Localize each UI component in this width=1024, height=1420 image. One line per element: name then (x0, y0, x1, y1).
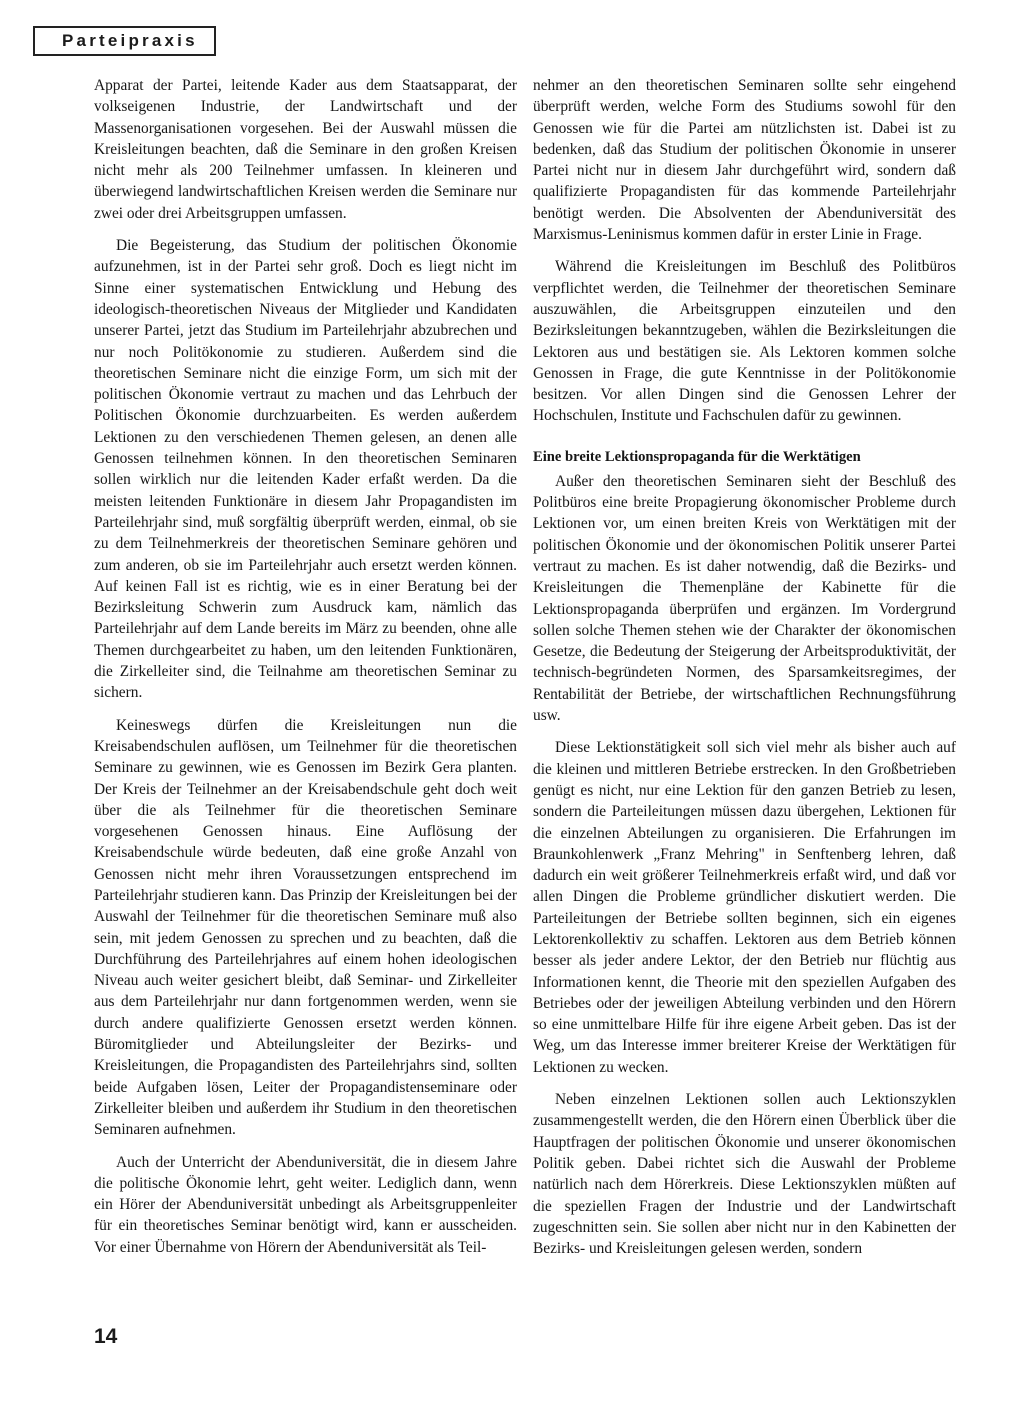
right-column (533, 75, 956, 1259)
section-header-box (33, 26, 216, 56)
page-number: 14 (94, 1325, 118, 1348)
section-label: Parteipraxis (62, 31, 198, 50)
paragraph: Außer den theoretischen Seminaren sieht der Beschluß des Politbüros eine breite Propagierung ökonomischer Probleme durch Lektionen vor, um einen breiten Kreis von Werktätigen mit der politischen Ökonomie und der ökonomischen Politik unserer Partei vertraut zu machen. Es ist daher notwendig, daß die Bezirks- und Kreisleitungen die Themenpläne der Kabinette für die Lektionspropaganda überprüfen und ergänzen. Im Vordergrund sollen solche Themen stehen wie der Charakter der ökonomischen Gesetze, die Bedeutung der Steigerung der Arbeitsproduktivität, der technisch-begründeten Normen, des Sparsamkeitsregimes, der Rentabilität der Betriebe, der wirtschaftlichen Rechnungsführung usw. (533, 472, 956, 725)
paragraph: Apparat der Partei, leitende Kader aus dem Staatsapparat, der volkseigenen Industrie, der Landwirtschaft und der Massenorganisationen vorgesehen. Bei der Auswahl müssen die Kreisleitungen beachten, daß die Seminare in den großen Kreisen nicht mehr als 200 Teilnehmer umfassen. In kleineren und überwiegend landwirtschaftlichen Kreisen werden die Seminare nur zwei oder drei Arbeitsgruppen umfassen. (94, 77, 517, 222)
paragraph: Während die Kreisleitungen im Beschluß des Politbüros verpflichtet werden, die Teilnehmer der theoretischen Seminare auszuwählen, die Arbeitsgruppen einzuteilen und den Bezirksleitungen bekanntzugeben, wählen die Bezirksleitungen die Lektoren aus und bestätigen sie. Als Lektoren kommen solche Genossen in Frage, die gute Kenntnisse in der Politökonomie besitzen. Vor allen Dingen sind die Genossen Lehrer der Hochschulen, Institute und Fachschulen dafür zu gewinnen. (533, 258, 956, 425)
paragraph: nehmer an den theoretischen Seminaren sollte sehr eingehend überprüft werden, welche Form des Studiums sowohl für den Genossen wie für die Partei am nützlichsten ist. Dabei ist zu bedenken, daß das Studium der politischen Ökonomie in unserer Partei nicht nur in diesem Jahr durchgeführt wird, sondern daß qualifizierte Propagandisten für das kommende Parteilehrjahr benötigt werden. Die Absolventen der Abenduniversität des Marxismus-Leninismus kommen dafür in erster Linie in Frage. (533, 77, 956, 244)
paragraph: Diese Lektionstätigkeit soll sich viel mehr als bisher auch auf die kleinen und mittleren Betriebe erstrecken. In den Großbetrieben genügt es nicht, nur eine Lektion für den ganzen Betrieb zu lesen, sondern die Parteileitungen müssen dazu übergehen, Lektionen für die einzelnen Abteilungen zu organisieren. Die Erfahrungen im Braunkohlenwerk „Franz Mehring" in Senftenberg lehren, daß dadurch ein weit größerer Teilnehmerkreis erfaßt wird, und daß vor allen Dingen die Probleme gründlicher diskutiert werden. Die Parteileitungen der Betriebe sollten beginnen, sich ein eigenes Lektorenkollektiv zu schaffen. Lektoren aus dem Betrieb können besser als jeder andere Lektor, der den Betrieb nur flüchtig aus Informationen kennt, die Theorie mit den speziellen Aufgaben des Betriebes oder der jeweiligen Abteilung verbinden und den Hörern so eine unmittelbare Hilfe für ihre eigene Arbeit geben. Das ist der Weg, um das Interesse immer breiterer Kreise der Werktätigen für Lektionen zu wecken. (533, 739, 956, 1076)
paragraph: Neben einzelnen Lektionen sollen auch Lektionszyklen zusammengestellt werden, die den Hörern einen Überblick über die Hauptfragen der politischen Ökonomie und unserer ökonomischen Politik geben. Dabei richtet sich die Auswahl der Probleme natürlich nach dem Hörerkreis. Diese Lektionszyklen müßten auf die speziellen Fragen der Industrie und der Landwirtschaft zugeschnitten sein. Sie sollen aber nicht nur in den Kabinetten der Bezirks- und Kreisleitungen gelesen werden, sondern (533, 1091, 956, 1258)
section-heading: Eine breite Lektionspropaganda für die Werktätigen (533, 448, 861, 465)
left-column (94, 75, 517, 1258)
paragraph: Auch der Unterricht der Abenduniversität, die in diesem Jahre die politische Ökonomie lehrt, geht weiter. Lediglich dann, wenn ein Hörer der Abenduniversität unbedingt als Arbeitsgruppenleiter für ein theoretisches Seminar benötigt wird, kann er ausscheiden. Vor einer Übernahme von Hörern der Abenduniversität als Teil- (94, 1153, 517, 1256)
paragraph: Die Begeisterung, das Studium der politischen Ökonomie aufzunehmen, ist in der Partei sehr groß. Doch es liegt nicht im Sinne einer systematischen Entwicklung und Hebung des ideologisch-theoretischen Niveaus der Mitglieder und Kandidaten unserer Partei, jetzt das Studium im Parteilehrjahr abzubrechen und nur noch Politökonomie zu studieren. Außerdem sind die theoretischen Seminare nicht die einzige Form, um sich mit der politischen Ökonomie vertraut zu machen und das Lehrbuch der Politischen Ökonomie durchzuarbeiten. Es werden außerdem Lektionen zu den verschiedenen Themen gelesen, an denen alle Genossen teilnehmen können. In den theoretischen Seminaren sollen wirklich nur die leitenden Kader erfaßt werden. Da die meisten leitenden Funktionäre in diesem Jahr Propagandisten im Parteilehrjahr sind, muß sorgfältig überprüft werden, einmal, ob sie zu dem Teilnehmerkreis der theoretischen Seminare gehören und zum anderen, ob sie im Parteilehrjahr auch ersetzt werden können. Auf keinen Fall ist es richtig, wie es in einer Beratung bei der Bezirksleitung Schwerin zum Ausdruck kam, nämlich das Parteilehrjahr auf dem Lande bereits im März zu beenden, ohne alle Themen durchgearbeitet zu haben, um den leitenden Funktionären, die Zirkelleiter sind, die Teilnahme am theoretischen Seminar zu sichern. (94, 237, 517, 702)
paragraph: Keineswegs dürfen die Kreisleitungen nun die Kreisabendschulen auflösen, um Teilnehmer für die theoretischen Seminare zu gewinnen, wie es Genossen im Bezirk Gera planten. Der Kreis der Teilnehmer an der Kreisabendschule geht doch weit über die als Teilnehmer für die theoretischen Seminare vorgesehenen Genossen hinaus. Eine Auflösung der Kreisabendschule würde bedeuten, daß eine große Anzahl von Genossen nicht mehr ihren Voraussetzungen entsprechend im Parteilehrjahr studieren kann. Das Prinzip der Kreisleitungen bei der Auswahl der Teilnehmer für die theoretischen Seminare muß also sein, mit jedem Genossen zu sprechen und zu beachten, daß die Durchführung des Parteilehrjahres auf einem hohen ideologischen Niveau auch weiter gesichert bleibt, daß Seminar- und Zirkelleiter aus dem Parteilehrjahr nur dann fortgenommen werden, wenn sie durch andere qualifizierte Genossen ersetzt werden können. Büromitglieder und Abteilungsleiter der Bezirks- und Kreisleitungen, die Propagandisten des Parteilehrjahrs sind, sollten beide Aufgaben lösen, Leiter der Propagandistenseminare oder Zirkelleiter bleiben und außerdem ihr Studium in den theoretischen Seminaren aufnehmen. (94, 716, 517, 1139)
